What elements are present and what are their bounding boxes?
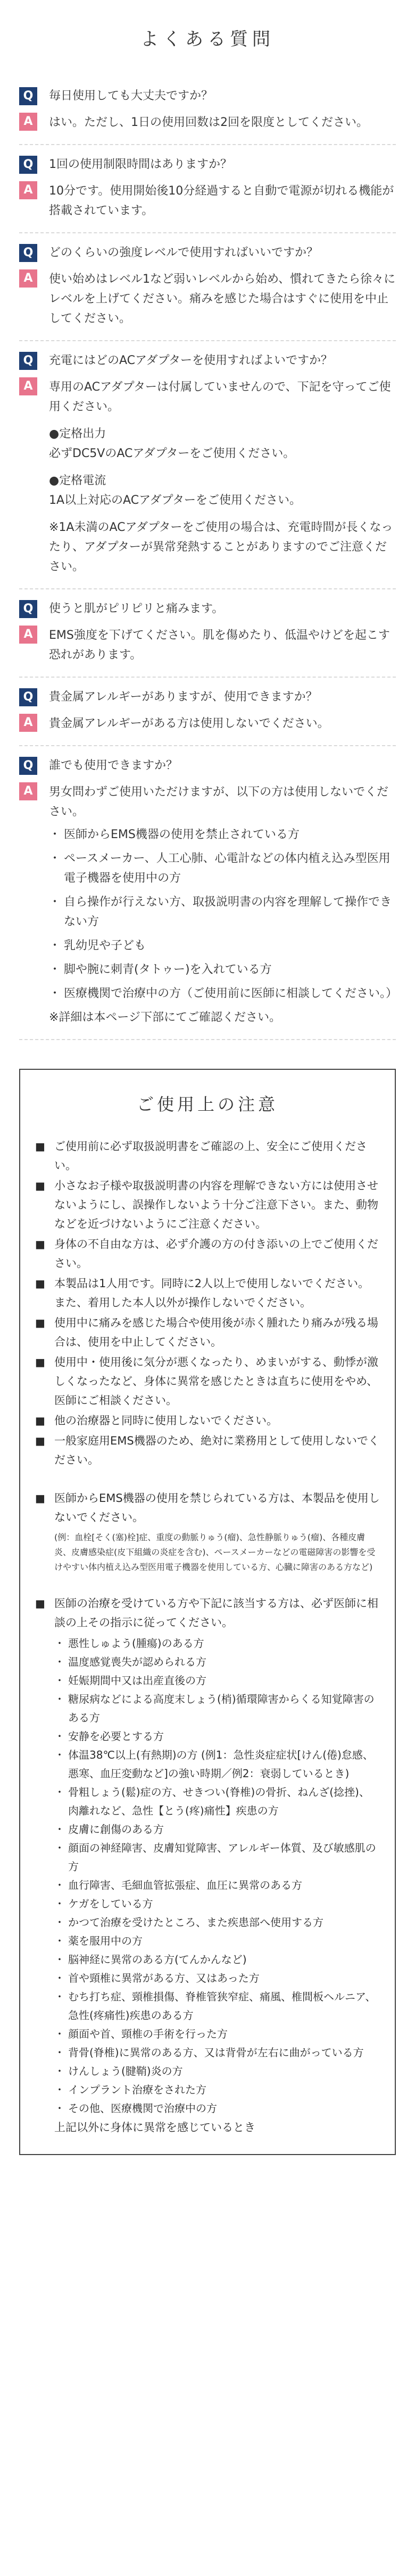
answer-line: 10分です。使用開始後10分経過すると自動で電源が切れる機能が搭載されています。 bbox=[49, 184, 394, 217]
list-item: ・ ペースメーカー、人工心肺、心電計などの体内植え込み型医用電子機器を使用中の方 bbox=[49, 849, 396, 888]
list-item: ・ けんしょう(腱鞘)炎の方 bbox=[54, 2062, 380, 2081]
answer-line: 必ずDC5VのACアダプターをご使用ください。 bbox=[49, 447, 295, 460]
faq-item-7 bbox=[19, 746, 396, 1040]
list-item: ・ 脚や腕に刺青(タトゥー)を入れている方 bbox=[49, 960, 396, 979]
answer-spec-heading: ●定格電流 bbox=[49, 474, 106, 487]
question-badge: Q bbox=[19, 600, 37, 618]
answer-line: EMS強度を下げてください。肌を傷めたり、低温やけどを起こす恐れがあります。 bbox=[49, 629, 390, 662]
answer-line: 専用のACアダプターは付属していませんので、下記を守ってご使用ください。 bbox=[49, 381, 391, 413]
answer-line: 貴金属アレルギーがある方は使用しないでください。 bbox=[49, 717, 329, 730]
answer-badge: A bbox=[19, 626, 37, 644]
list-item: ・ 皮膚に創傷のある方 bbox=[54, 1820, 380, 1839]
precaution-item: ■ ご使用前に必ず取扱説明書をご確認の上、安全にご使用ください。 bbox=[35, 1137, 380, 1175]
answer-line: はい。ただし、1日の使用回数は2回を限度としてください。 bbox=[49, 116, 368, 129]
answer-line: 使い始めはレベル1など弱いレベルから始め、慣れてきたら徐々にレベルを上げてください。痛みを感じた場合はすぐに使用を中止してください。 bbox=[49, 273, 396, 325]
answer-text bbox=[49, 714, 396, 733]
precaution-detail: (例：血栓[そく(塞)栓]症、重度の動脈りゅう(瘤)、急性静脈りゅう(瘤)、各種皮膚炎、皮膚感染症(皮下組織の炎症を含む)、ペースメーカーなどの電磁障害の影響を受けやすい体内植え込み型医用電子機器を使用している方、心臓に障害のある方など) bbox=[54, 1532, 376, 1572]
answer-text bbox=[49, 113, 396, 132]
question-text: 誰でも使用できますか？ bbox=[49, 759, 178, 772]
faq-item-2 bbox=[19, 145, 396, 233]
question-text: 使うと肌がピリピリと痛みます。 bbox=[49, 602, 224, 615]
precautions-list bbox=[35, 1137, 380, 2137]
question-badge: Q bbox=[19, 688, 37, 706]
list-item: ・ むち打ち症、頸椎損傷、脊椎管狭窄症、痛風、椎間板ヘルニア、急性(疼痛性)疾患のある方 bbox=[54, 1988, 380, 2025]
answer-line: 男女問わずご使用いただけますが、以下の方は使用しないでください。 bbox=[49, 786, 389, 818]
question-badge: Q bbox=[19, 87, 37, 105]
precaution-text: ■ 医師からEMS機器の使用を禁じられている方は、本製品を使用しないでください。 bbox=[54, 1492, 380, 1524]
list-item: ・ 医師からEMS機器の使用を禁止されている方 bbox=[49, 825, 396, 844]
answer-badge: A bbox=[19, 714, 37, 732]
faq-item-3 bbox=[19, 233, 396, 341]
precaution-item: ■ 小さなお子様や取扱説明書の内容を理解できない方には使用させないようにし、誤操作しないよう十分ご注意下さい。また、動物などを近づけないようにご注意ください。 bbox=[35, 1176, 380, 1234]
precaution-item-ems bbox=[35, 1489, 380, 1575]
list-item: ・ 悪性しゅよう(腫瘍)のある方 bbox=[54, 1634, 380, 1653]
list-item: ・ 体温38℃以上(有熱期)の方 (例1：急性炎症症状[けん(倦)怠感、悪寒、血圧変動など]の強い時期／例2：衰弱しているとき) bbox=[54, 1746, 380, 1783]
precaution-item: ■ 身体の不自由な方は、必ず介護の方の付き添いの上でご使用ください。 bbox=[35, 1235, 380, 1273]
list-item: ・ 温度感覚喪失が認められる方 bbox=[54, 1653, 380, 1671]
question-text: どのくらいの強度レベルで使用すればいいですか？ bbox=[49, 246, 319, 259]
answer-line: 1A以上対応のACアダプターをご使用ください。 bbox=[49, 494, 301, 507]
precaution-item: ■ 使用中・使用後に気分が悪くなったり、めまいがする、動悸が激しくなったなど、身体に異常を感じたときは直ちに使用をやめ、医師にご相談ください。 bbox=[35, 1353, 380, 1410]
list-item: ・ 顔面や首、頸椎の手術を行った方 bbox=[54, 2025, 380, 2043]
list-item: ・ かつて治療を受けたところ、また疾患部へ使用する方 bbox=[54, 1913, 380, 1932]
faq-item-1 bbox=[19, 58, 396, 145]
list-item: ・ 糖尿病などによる高度末しょう(梢)循環障害からくる知覚障害のある方 bbox=[54, 1690, 380, 1727]
faq-item-6 bbox=[19, 678, 396, 746]
condition-list bbox=[54, 1634, 380, 2118]
answer-text bbox=[49, 626, 396, 665]
list-item: ・ 顔面の神経障害、皮膚知覚障害、アレルギー体質、及び敏感肌の方 bbox=[54, 1839, 380, 1876]
answer-badge: A bbox=[19, 377, 37, 395]
list-item: ・ 脳神経に異常のある方(てんかんなど) bbox=[54, 1950, 380, 1969]
answer-note: ※詳細は本ページ下部にてご確認ください。 bbox=[49, 1011, 281, 1024]
question-text: 1回の使用制限時間はありますか？ bbox=[49, 158, 232, 171]
usage-precautions-box bbox=[19, 1069, 396, 2155]
list-item: ・ その他、医療機関で治療中の方 bbox=[54, 2099, 380, 2118]
list-item: ・ 骨粗しょう(鬆)症の方、せきつい(脊椎)の骨折、ねんざ(捻挫)、肉離れなど、急性【とう(疼)痛性】疾患の方 bbox=[54, 1783, 380, 1820]
list-item: ・ 薬を服用中の方 bbox=[54, 1932, 380, 1950]
list-item: ・ 自ら操作が行えない方、取扱説明書の内容を理解して操作できない方 bbox=[49, 892, 396, 932]
restriction-list bbox=[49, 825, 396, 1003]
precaution-item: ■ 他の治療器と同時に使用しないでください。 bbox=[35, 1411, 380, 1430]
list-item: ・ 背骨(脊椎)に異常のある方、又は背骨が左右に曲がっている方 bbox=[54, 2043, 380, 2062]
answer-text bbox=[49, 269, 396, 328]
question-text: 毎日使用しても大丈夫ですか？ bbox=[49, 89, 213, 103]
question-text: 充電にはどのACアダプターを使用すればよいですか？ bbox=[49, 354, 333, 367]
question-text: 貴金属アレルギーがありますが、使用できますか？ bbox=[49, 690, 318, 704]
faq-item-5 bbox=[19, 589, 396, 678]
precaution-text: ■ 医師の治療を受けている方や下記に該当する方は、必ず医師に相談の上その指示に従ってください。 bbox=[54, 1597, 378, 1629]
answer-badge: A bbox=[19, 181, 37, 199]
precautions-title: ご使用上の注意 bbox=[136, 1094, 278, 1114]
answer-text bbox=[49, 782, 396, 1027]
answer-badge: A bbox=[19, 269, 37, 288]
answer-badge: A bbox=[19, 782, 37, 800]
question-badge: Q bbox=[19, 244, 37, 262]
list-item: ・ ケガをしている方 bbox=[54, 1895, 380, 1913]
precaution-closing: 上記以外に身体に異常を感じているとき bbox=[54, 2121, 255, 2134]
faq-list bbox=[0, 58, 415, 1040]
answer-spec-heading: ●定格出力 bbox=[49, 427, 106, 441]
list-item: ・ 首や頸椎に異常がある方、又はあった方 bbox=[54, 1969, 380, 1988]
question-badge: Q bbox=[19, 757, 37, 775]
list-item: ・ インプラント治療をされた方 bbox=[54, 2081, 380, 2099]
answer-text bbox=[49, 377, 396, 577]
faq-item-4 bbox=[19, 341, 396, 589]
precaution-item: ■ 本製品は1人用です。同時に2人以上で使用しないでください。また、着用した本人以外が操作しないでください。 bbox=[35, 1274, 380, 1312]
question-badge: Q bbox=[19, 352, 37, 370]
precaution-item: ■ 使用中に痛みを感じた場合や使用後が赤く腫れたり痛みが残る場合は、使用を中止してください。 bbox=[35, 1313, 380, 1352]
question-badge: Q bbox=[19, 156, 37, 174]
precaution-item: ■ 一般家庭用EMS機器のため、絶対に業務用として使用しないでください。 bbox=[35, 1431, 380, 1469]
list-item: ・ 安静を必要とする方 bbox=[54, 1727, 380, 1746]
precaution-item-doctor bbox=[35, 1594, 380, 2137]
list-item: ・ 医療機関で治療中の方（ご使用前に医師に相談してください。） bbox=[49, 984, 396, 1003]
answer-badge: A bbox=[19, 113, 37, 131]
answer-note: ※1A未満のACアダプターをご使用の場合は、充電時間が長くなったり、アダプターが異常発熱することがありますのでご注意ください。 bbox=[49, 521, 393, 573]
faq-title: よくある質問 bbox=[140, 29, 275, 50]
list-item: ・ 血行障害、毛細血管拡張症、血圧に異常のある方 bbox=[54, 1876, 380, 1895]
list-item: ・ 妊娠期間中又は出産直後の方 bbox=[54, 1671, 380, 1690]
list-item: ・ 乳幼児や子ども bbox=[49, 936, 396, 956]
answer-text bbox=[49, 181, 396, 221]
